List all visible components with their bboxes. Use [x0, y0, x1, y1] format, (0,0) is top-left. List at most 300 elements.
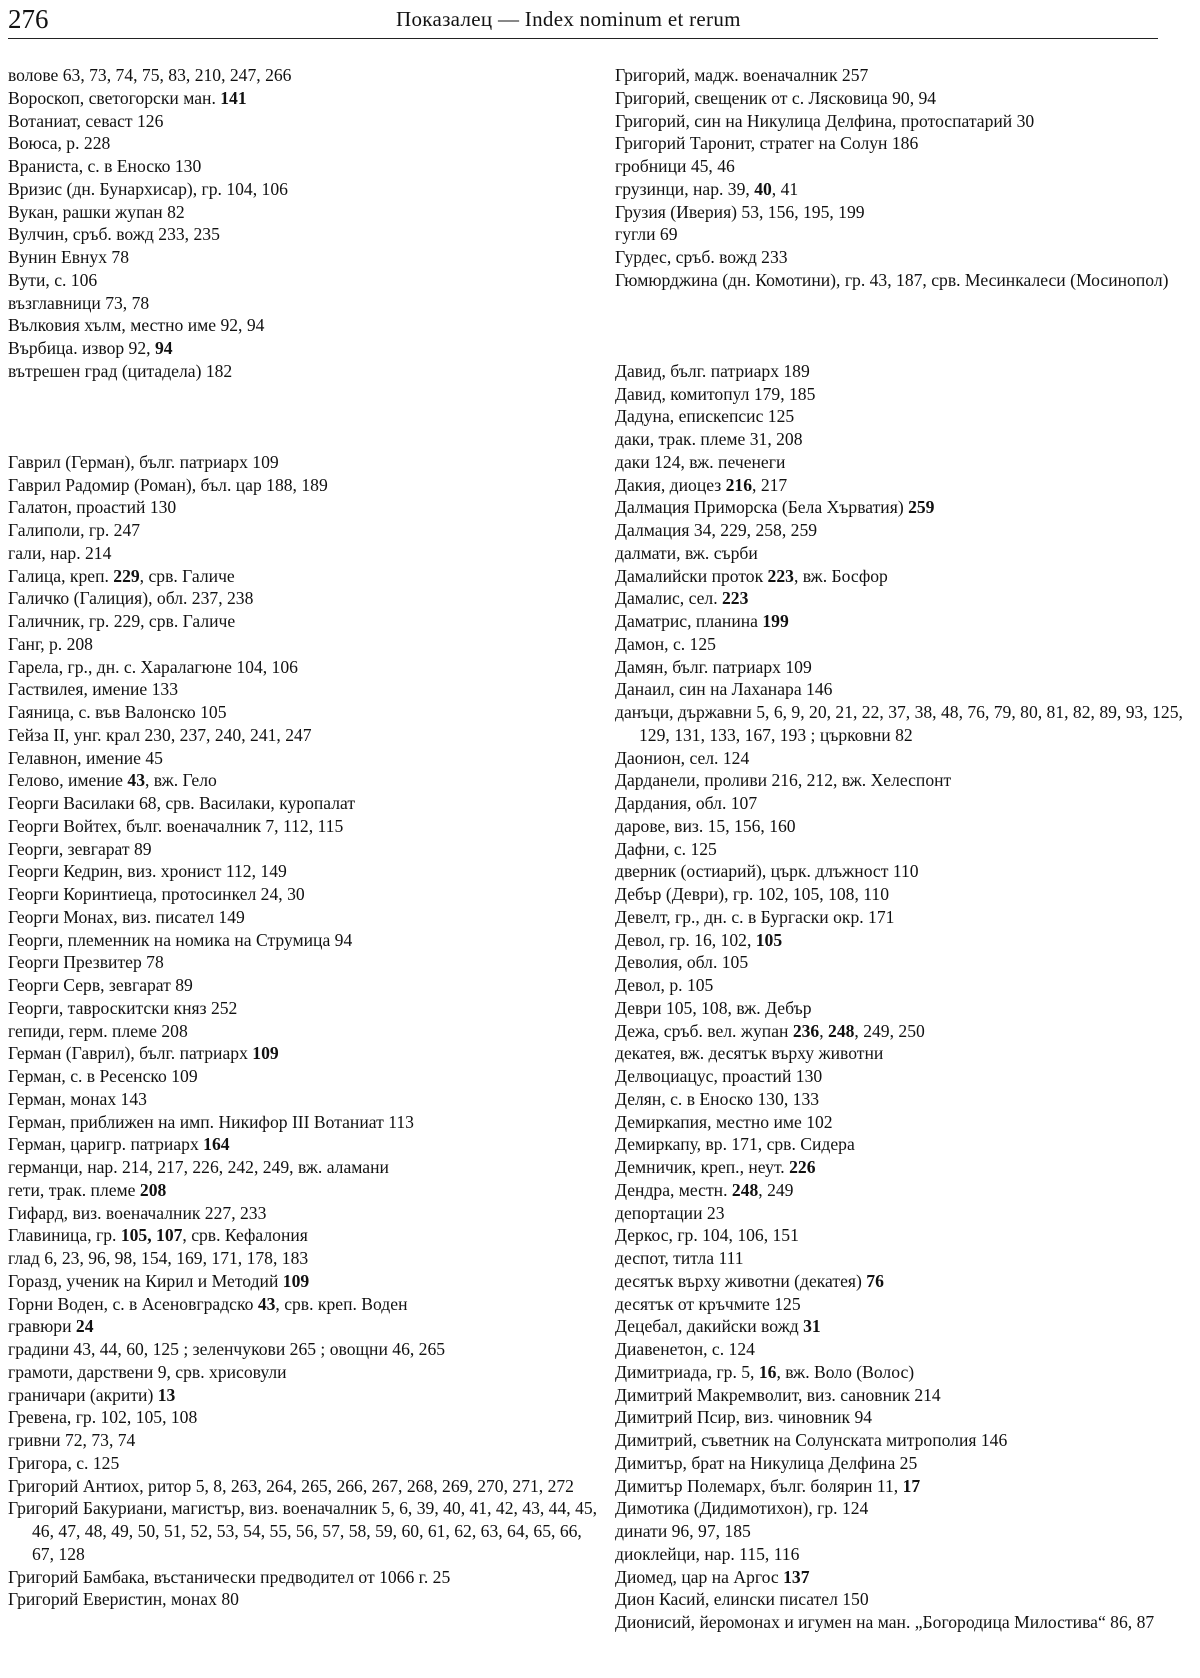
index-entry — [615, 747, 1190, 770]
index-entry — [615, 1566, 1190, 1589]
entry-text: , вж. Босфор — [793, 565, 888, 586]
index-entry — [615, 1247, 1190, 1270]
index-entry — [615, 906, 1190, 929]
entry-text: Демиркапия, местно име 102 — [615, 1111, 833, 1132]
index-entry — [615, 1088, 1190, 1111]
entry-text: Гейза II, унг. крал 230, 237, 240, 241, 247 — [8, 724, 312, 745]
index-entry — [8, 1588, 598, 1611]
entry-text: Гелово, имение — [8, 770, 128, 791]
index-entry — [8, 1179, 598, 1202]
index-entry — [615, 1543, 1190, 1566]
running-title: Показалец — Index nominum et rerum — [396, 7, 741, 31]
entry-text: , 249 — [758, 1179, 794, 1200]
entry-text: Давид, комитопул 179, 185 — [615, 383, 816, 404]
index-entry — [8, 997, 598, 1020]
index-entry — [615, 565, 1190, 588]
index-entry — [615, 1338, 1190, 1361]
bold-page-ref: 31 — [803, 1316, 821, 1337]
entry-text: Дадуна, епискепсис 125 — [615, 406, 795, 427]
index-entry — [8, 633, 598, 656]
entry-text: Григорий, свещеник от с. Лясковица 90, 94 — [615, 87, 937, 108]
index-entry — [8, 1475, 598, 1498]
index-entry — [8, 110, 598, 133]
index-entry — [615, 1429, 1190, 1452]
bold-page-ref: 94 — [154, 338, 173, 358]
index-entry — [8, 1111, 598, 1134]
index-entry — [8, 951, 598, 974]
page-number: 276 — [8, 4, 49, 34]
entry-text: Вулчин, сръб. вожд 233, 235 — [8, 224, 220, 245]
index-entry — [8, 1270, 598, 1293]
entry-text: гривни 72, 73, 74 — [8, 1430, 136, 1450]
entry-text: волове 63, 73, 74, 75, 83, 210, 247, 266 — [8, 65, 292, 85]
index-entry — [8, 155, 598, 178]
entry-text: дверник (остиарий), църк. длъжност 110 — [615, 861, 919, 882]
entry-text: Ворoскоп, светогорски ман. — [8, 87, 221, 108]
bold-page-ref: 105 — [755, 929, 783, 950]
entry-text: Григорий, мадж. военачалник 257 — [615, 65, 869, 85]
entry-text: Герман, с. в Ресенско 109 — [8, 1066, 198, 1086]
index-entry — [615, 383, 1190, 406]
entry-text: Дамалийски проток — [615, 565, 768, 586]
entry-text: диоклейци, нар. 115, 116 — [615, 1543, 800, 1564]
entry-text: Георги Презвитер 78 — [8, 952, 164, 973]
entry-text: Герман (Гаврил), бълг. патриарх — [8, 1043, 253, 1064]
index-entry — [8, 1088, 598, 1111]
entry-text: градини 43, 44, 60, 125 ; зеленчукови 265 ; овощни 46, 265 — [8, 1339, 446, 1359]
bold-page-ref: 40 — [754, 178, 772, 199]
entry-text: Дион Касий, елински писател 150 — [615, 1589, 869, 1610]
index-entry — [8, 1133, 598, 1156]
entry-text: Григорий Бакуриани, магистър, виз. военачалник 5, 6, 39, 40, 41, 42, 43, 44, 45, 46, 47, 48, 49, 50, 51, 52, 53, 54, 55, 56, 57, 58, 59, 60, 61, 62, 63, 64, 65, 66, 67, 128 — [8, 1498, 598, 1564]
index-entry — [615, 542, 1190, 565]
bold-page-ref: 259 — [908, 497, 935, 518]
entry-text: Димотика (Дидимотихон), гр. 124 — [615, 1498, 869, 1519]
entry-text: Димитър, брат на Никулица Делфина 25 — [615, 1452, 918, 1473]
entry-text: гробници 45, 46 — [615, 156, 735, 176]
index-entry — [615, 1452, 1190, 1475]
bold-page-ref: 216 — [725, 474, 753, 495]
entry-text: Георги Василаки 68, срв. Василаки, куропалат — [8, 793, 356, 813]
entry-text: Девелт, гр., дн. с. в Бургаски окр. 171 — [615, 906, 895, 927]
entry-text: Дафни, с. 125 — [615, 838, 717, 859]
bold-page-ref: 24 — [75, 1316, 94, 1337]
entry-text: Георги, тавроскитски княз 252 — [8, 997, 238, 1018]
index-entry — [615, 678, 1190, 701]
index-entry — [615, 1315, 1190, 1338]
index-entry — [615, 64, 1190, 87]
entry-text: Дамон, с. 125 — [615, 633, 716, 654]
index-entry — [615, 360, 1190, 383]
index-entry — [615, 246, 1190, 269]
index-entry — [8, 496, 598, 519]
entry-text: Делвоциацус, проастий 130 — [615, 1066, 823, 1086]
index-entry — [8, 1338, 598, 1361]
entry-text: Георги Монах, виз. писател 149 — [8, 906, 245, 927]
entry-text: гугли 69 — [615, 224, 678, 245]
entry-text: Димитрий Псир, виз. чиновник 94 — [615, 1407, 873, 1428]
entry-text: Воюса, р. 228 — [8, 133, 111, 154]
entry-text: Дардания, обл. 107 — [615, 793, 758, 813]
entry-text: , 249, 250 — [854, 1020, 925, 1041]
index-entry — [615, 1042, 1190, 1065]
index-entry — [615, 110, 1190, 133]
index-entry — [615, 1020, 1190, 1043]
index-entry — [615, 656, 1190, 679]
entry-text: Грузия (Иверия) 53, 156, 195, 199 — [615, 201, 865, 222]
entry-text: даки, трак. племе 31, 208 — [615, 429, 803, 449]
entry-text: глад 6, 23, 96, 98, 154, 169, 171, 178, 183 — [8, 1248, 309, 1268]
index-entry — [615, 269, 1190, 292]
index-column-right — [615, 64, 1190, 1634]
index-entry — [615, 815, 1190, 838]
index-entry — [615, 997, 1190, 1020]
bold-page-ref: 109 — [252, 1043, 279, 1064]
index-entry — [8, 87, 598, 110]
bold-page-ref: 229 — [113, 565, 140, 586]
entry-text: грамоти, дарствени 9, срв. хрисовули — [8, 1361, 287, 1382]
index-entry — [8, 178, 598, 201]
index-entry — [615, 519, 1190, 542]
index-entry — [615, 1224, 1190, 1247]
index-entry — [615, 951, 1190, 974]
index-entry — [615, 1588, 1190, 1611]
index-entry — [8, 724, 598, 747]
bold-page-ref: 17 — [902, 1475, 921, 1496]
bold-page-ref: 226 — [789, 1157, 816, 1177]
entry-text: Горазд, ученик на Кирил и Методий — [8, 1270, 283, 1291]
entry-text: Гифард, виз. военачалник 227, 233 — [8, 1202, 267, 1223]
entry-text: десятък от кръчмите 125 — [615, 1293, 801, 1314]
index-entry — [8, 314, 598, 337]
entry-text: Децебал, дакийски вожд — [615, 1316, 804, 1337]
entry-text: , срв. Кефалония — [182, 1225, 308, 1246]
index-entry — [8, 1156, 598, 1179]
entry-text: Герман, царигр. патриарх — [8, 1134, 204, 1155]
bold-page-ref: 199 — [762, 611, 789, 631]
index-entry — [615, 451, 1190, 474]
entry-text: Гревена, гр. 102, 105, 108 — [8, 1407, 198, 1428]
index-entry — [8, 747, 598, 770]
index-entry — [8, 1202, 598, 1225]
index-entry — [615, 1156, 1190, 1179]
entry-text: даки 124, вж. печенеги — [615, 451, 786, 472]
entry-text: Григора, с. 125 — [8, 1452, 120, 1473]
entry-text: Галица, креп. — [8, 565, 114, 586]
entry-text: Деволия, обл. 105 — [615, 952, 749, 973]
entry-text: , — [819, 1020, 829, 1041]
section-gap — [8, 428, 598, 451]
entry-text: Гаствилея, имение 133 — [8, 679, 179, 700]
index-entry — [8, 1020, 598, 1043]
index-entry — [615, 610, 1190, 633]
entry-text: , вж. Гело — [145, 770, 217, 791]
entry-text: германци, нар. 214, 217, 226, 242, 249, вж. аламани — [8, 1157, 389, 1177]
index-entry — [615, 769, 1190, 792]
index-entry — [615, 1611, 1190, 1634]
entry-text: Галичник, гр. 229, срв. Галиче — [8, 611, 236, 631]
entry-text: Демиркапу, вр. 171, срв. Сидера — [615, 1134, 855, 1155]
entry-text: Далмация Приморска (Бела Хърватия) — [615, 497, 909, 518]
entry-text: Вълковия хълм, местно име 92, 94 — [8, 315, 265, 336]
bold-page-ref: 43 — [257, 1293, 276, 1314]
index-entry — [8, 1566, 598, 1589]
entry-text: Дакия, диоцез — [615, 474, 726, 495]
index-entry — [8, 769, 598, 792]
entry-text: Гаврил (Герман), бълг. патриарх 109 — [8, 451, 279, 472]
entry-text: Григорий, син на Никулица Делфина, протоспатарий 30 — [615, 110, 1035, 131]
entry-text: гети, трак. племе — [8, 1179, 140, 1200]
entry-text: Далмация 34, 229, 258, 259 — [615, 520, 818, 540]
index-entry — [615, 405, 1190, 428]
page-header — [8, 2, 1158, 39]
index-entry — [615, 1179, 1190, 1202]
index-entry — [615, 1475, 1190, 1498]
bold-page-ref: 208 — [139, 1179, 167, 1200]
index-column-left — [8, 64, 598, 1611]
index-entry — [8, 1429, 598, 1452]
bold-page-ref: 164 — [203, 1134, 230, 1155]
section-gap — [8, 405, 598, 428]
index-entry — [8, 1406, 598, 1429]
section-gap — [615, 292, 1190, 315]
index-entry — [8, 1042, 598, 1065]
index-entry — [615, 860, 1190, 883]
index-entry — [615, 701, 1190, 747]
index-entry — [615, 1293, 1190, 1316]
entry-text: Делян, с. в Еноско 130, 133 — [615, 1088, 820, 1109]
index-entry — [615, 929, 1190, 952]
entry-text: Георги, зевгарат 89 — [8, 838, 152, 859]
entry-text: Галиполи, гр. 247 — [8, 520, 141, 540]
entry-text: Данаил, син на Лаханара 146 — [615, 679, 833, 700]
index-entry — [615, 155, 1190, 178]
entry-text: десятък върху животни (декатея) — [615, 1270, 867, 1291]
entry-text: Гурдес, сръб. вожд 233 — [615, 247, 788, 267]
index-entry — [615, 838, 1190, 861]
index-entry — [615, 428, 1190, 451]
bold-page-ref: 236 — [792, 1020, 820, 1041]
index-entry — [8, 678, 598, 701]
entry-text: Дебър (Деври), гр. 102, 105, 108, 110 — [615, 884, 890, 904]
entry-text: Герман, монах 143 — [8, 1088, 147, 1109]
index-entry — [8, 883, 598, 906]
entry-text: Гелавнон, имение 45 — [8, 747, 163, 768]
entry-text: , вж. Воло (Волос) — [776, 1361, 915, 1382]
entry-text: Дионисий, йеромонах и игумен на ман. „Богородица Милостива“ 86, 87 — [615, 1612, 1155, 1632]
index-entry — [8, 906, 598, 929]
entry-text: Вукан, рашки жупан 82 — [8, 201, 185, 222]
entry-text: гали, нар. 214 — [8, 542, 112, 563]
entry-text: Гаврил Радомир (Роман), бъл. цар 188, 189 — [8, 474, 328, 495]
index-entry — [8, 1497, 598, 1565]
index-entry — [8, 1384, 598, 1407]
index-entry — [615, 1133, 1190, 1156]
index-entry — [615, 1065, 1190, 1088]
entry-text: Давид, бълг. патриарх 189 — [615, 360, 810, 381]
entry-text: Герман, приближен на имп. Никифор III Вотаниат 113 — [8, 1111, 414, 1132]
entry-text: далмати, вж. сърби — [615, 542, 758, 563]
entry-text: декатея, вж. десятък върху животни — [615, 1043, 884, 1064]
index-entry — [615, 132, 1190, 155]
bold-page-ref: 141 — [220, 87, 247, 108]
index-entry — [8, 1361, 598, 1384]
entry-text: , 41 — [771, 178, 799, 199]
entry-text: Димитър Полемарх, бълг. болярин 11, — [615, 1475, 903, 1496]
entry-text: гравюри — [8, 1316, 76, 1337]
bold-page-ref: 248 — [731, 1179, 759, 1200]
entry-text: депортации 23 — [615, 1202, 725, 1223]
index-entry — [8, 223, 598, 246]
index-entry — [615, 1202, 1190, 1225]
entry-text: дарове, виз. 15, 156, 160 — [615, 815, 796, 836]
entry-text: Гаяница, с. във Валонско 105 — [8, 702, 227, 722]
entry-text: Георги Коринтиеца, протосинкел 24, 30 — [8, 884, 305, 904]
index-entry — [8, 587, 598, 610]
index-entry — [8, 451, 598, 474]
index-entry — [8, 474, 598, 497]
index-entry — [8, 64, 598, 87]
index-entry — [8, 337, 598, 360]
entry-text: Дендра, местн. — [615, 1179, 732, 1200]
bold-page-ref: 223 — [767, 565, 794, 586]
entry-text: вътрешен град (цитадела) 182 — [8, 360, 233, 381]
index-entry — [615, 201, 1190, 224]
index-entry — [8, 974, 598, 997]
index-entry — [8, 292, 598, 315]
bold-page-ref: 248 — [828, 1020, 855, 1041]
entry-text: деспот, титла 111 — [615, 1248, 744, 1268]
entry-text: Девол, р. 105 — [615, 975, 714, 995]
entry-text: Димитриада, гр. 5, — [615, 1361, 759, 1382]
index-entry — [615, 223, 1190, 246]
index-entry — [8, 1452, 598, 1475]
index-entry — [8, 1315, 598, 1338]
index-entry — [615, 474, 1190, 497]
index-entry — [8, 132, 598, 155]
entry-text: Георги Кедрин, виз. хронист 112, 149 — [8, 861, 287, 882]
entry-text: Ганг, р. 208 — [8, 633, 93, 654]
index-entry — [615, 792, 1190, 815]
index-entry — [8, 269, 598, 292]
index-entry — [615, 1384, 1190, 1407]
entry-text: Дежа, сръб. вел. жупан — [615, 1020, 793, 1041]
entry-text: , 217 — [752, 474, 788, 495]
entry-text: Вунин Евнух 78 — [8, 247, 129, 267]
entry-text: Гарела, гр., дн. с. Харалагюне 104, 106 — [8, 656, 298, 677]
entry-text: Дарданели, проливи 216, 212, вж. Хелеспонт — [615, 770, 952, 791]
index-entry — [615, 633, 1190, 656]
entry-text: Георги Войтех, бълг. военачалник 7, 112, 115 — [8, 815, 344, 836]
index-entry — [8, 610, 598, 633]
index-entry — [8, 815, 598, 838]
index-entry — [615, 87, 1190, 110]
entry-text: данъци, държавни 5, 6, 9, 20, 21, 22, 37, 38, 48, 76, 79, 80, 81, 82, 89, 93, 125, 129, 131, 133, 167, 193 ; църковни 82 — [615, 702, 1183, 745]
index-entry — [8, 1247, 598, 1270]
entry-text: , срв. Галиче — [139, 565, 235, 586]
index-entry — [8, 1065, 598, 1088]
index-entry — [615, 587, 1190, 610]
entry-text: Димитрий Макремволит, виз. сановник 214 — [615, 1384, 941, 1405]
index-entry — [8, 246, 598, 269]
index-entry — [615, 1520, 1190, 1543]
entry-text: Димитрий, съветник на Солунската митрополия 146 — [615, 1430, 1008, 1450]
entry-text: Георги Серв, зевгарат 89 — [8, 975, 193, 995]
index-entry — [8, 656, 598, 679]
index-entry — [8, 519, 598, 542]
entry-text: Горни Воден, с. в Асеновградско — [8, 1293, 258, 1314]
entry-text: грузинци, нар. 39, — [615, 178, 755, 199]
bold-page-ref: 43 — [127, 770, 145, 791]
section-gap — [615, 337, 1190, 360]
bold-page-ref: 137 — [783, 1566, 810, 1587]
entry-text: , срв. креп. Воден — [275, 1293, 408, 1314]
entry-text: Върбица. извор 92, — [8, 338, 155, 358]
entry-text: динати 96, 97, 185 — [615, 1521, 751, 1541]
entry-text: Вризис (дн. Бунархисар), гр. 104, 106 — [8, 178, 288, 199]
entry-text: Вути, с. 106 — [8, 269, 98, 290]
entry-text: Галатон, проастий 130 — [8, 497, 177, 518]
entry-text: Диомед, цар на Аргос — [615, 1566, 784, 1587]
entry-text: Девол, гр. 16, 102, — [615, 929, 756, 950]
entry-text: гепиди, герм. племе 208 — [8, 1020, 188, 1041]
bold-page-ref: 16 — [758, 1361, 777, 1382]
index-entry — [8, 201, 598, 224]
index-entry — [615, 1361, 1190, 1384]
index-entry — [8, 360, 598, 383]
section-gap — [8, 383, 598, 406]
entry-text: Галичко (Галиция), обл. 237, 238 — [8, 588, 254, 609]
entry-text: Демничик, креп., неут. — [615, 1157, 790, 1177]
entry-text: Вотаниат, севаст 126 — [8, 110, 164, 131]
index-entry — [8, 929, 598, 952]
index-entry — [8, 542, 598, 565]
bold-page-ref: 13 — [157, 1384, 176, 1405]
entry-text: Георги, племенник на номика на Струмица 94 — [8, 929, 353, 950]
index-entry — [8, 860, 598, 883]
entry-text: Главиница, гр. — [8, 1225, 121, 1246]
entry-text: възглавници 73, 78 — [8, 292, 150, 313]
bold-page-ref: 105, 107 — [120, 1225, 183, 1246]
entry-text: Дамян, бълг. патриарх 109 — [615, 656, 812, 677]
entry-text: Григорий Таронит, стратег на Солун 186 — [615, 133, 919, 154]
entry-text: Даматрис, планина — [615, 611, 763, 631]
index-entry — [615, 178, 1190, 201]
index-entry — [8, 1224, 598, 1247]
section-gap — [615, 314, 1190, 337]
entry-text: Григорий Бамбака, въстанически предводител от 1066 г. 25 — [8, 1566, 451, 1587]
entry-text: Гюмюрджина (дн. Комотини), гр. 43, 187, срв. Месинкалеси (Мосинопол) — [615, 269, 1169, 290]
index-entry — [615, 1270, 1190, 1293]
bold-page-ref: 109 — [282, 1270, 310, 1291]
entry-text: Даонион, сел. 124 — [615, 747, 750, 768]
entry-text: Деври 105, 108, вж. Дебър — [615, 997, 812, 1018]
entry-text: граничари (акрити) — [8, 1384, 158, 1405]
index-entry — [615, 974, 1190, 997]
entry-text: Деркос, гр. 104, 106, 151 — [615, 1225, 799, 1246]
index-entry — [615, 496, 1190, 519]
index-entry — [8, 701, 598, 724]
index-entry — [8, 838, 598, 861]
index-entry — [615, 1111, 1190, 1134]
entry-text: Диавенетон, с. 124 — [615, 1339, 755, 1359]
index-entry — [615, 883, 1190, 906]
bold-page-ref: 76 — [866, 1270, 884, 1291]
index-entry — [615, 1497, 1190, 1520]
entry-text: Враниста, с. в Еноско 130 — [8, 156, 202, 176]
entry-text: Григорий Еверистин, монах 80 — [8, 1589, 239, 1610]
bold-page-ref: 223 — [722, 588, 749, 609]
